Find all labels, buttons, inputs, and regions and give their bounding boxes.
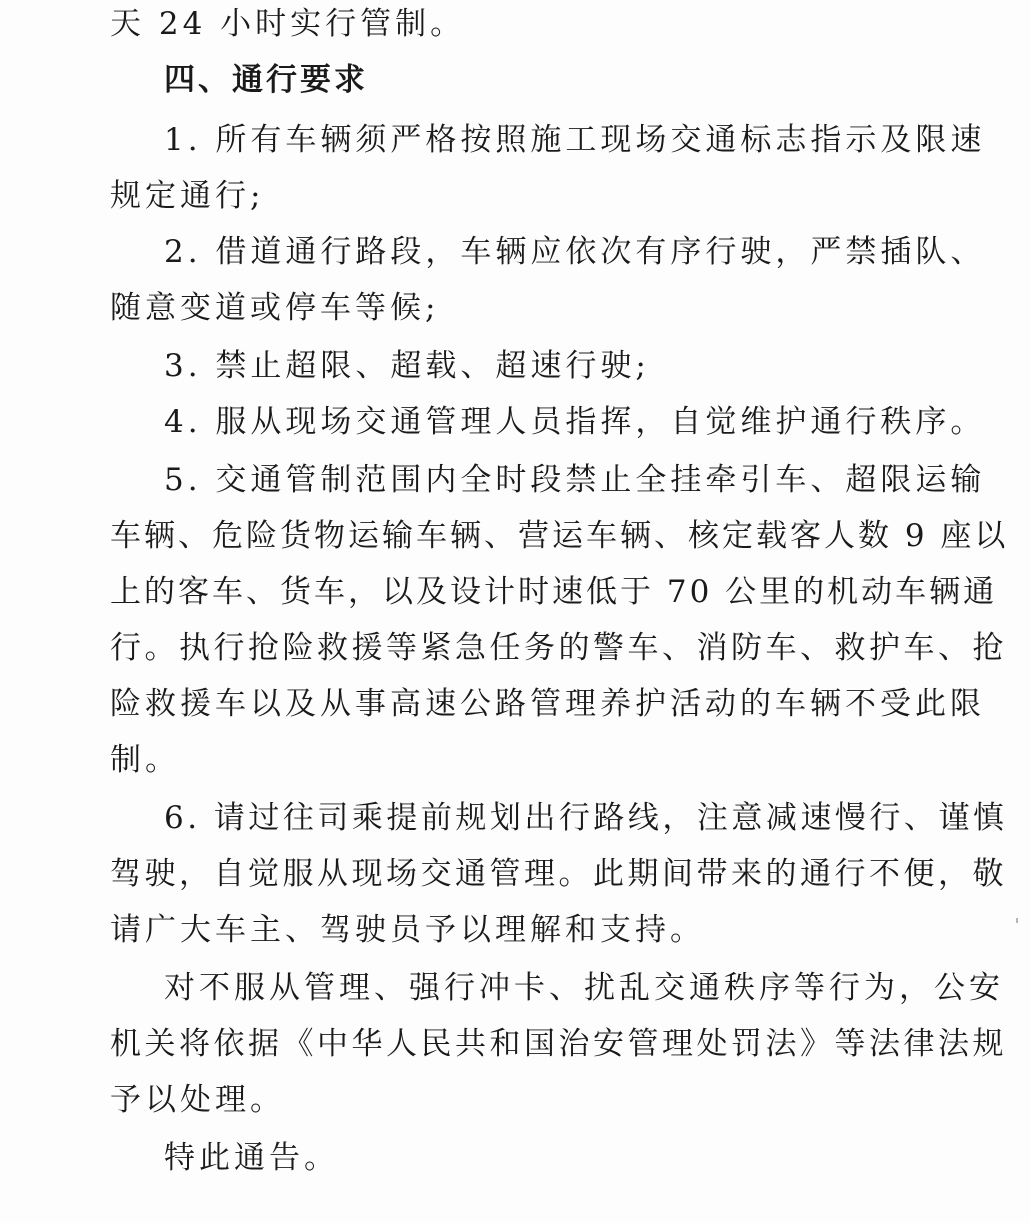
section-heading-traffic-requirements: 四、通行要求: [164, 62, 368, 98]
rule-5-line-1: 5. 交通管制范围内全时段禁止全挂牵引车、超限运输: [164, 462, 986, 498]
rule-6-line-3: 请广大车主、驾驶员予以理解和支持。: [110, 912, 705, 948]
rule-2-line-1: 2. 借道通行路段，车辆应依次有序行驶，严禁插队、: [164, 234, 986, 270]
rule-5-line-2: 车辆、危险货物运输车辆、营运车辆、核定载客人数 9 座以: [110, 518, 1009, 554]
rule-5-line-3: 上的客车、货车，以及设计时速低于 70 公里的机动车辆通: [110, 574, 998, 610]
penalty-line-2: 机关将依据《中华人民共和国治安管理处罚法》等法律法规: [110, 1026, 1007, 1062]
rule-2-line-2: 随意变道或停车等候;: [110, 290, 440, 326]
rule-5-line-6: 制。: [110, 742, 180, 778]
rule-5-line-4: 行。执行抢险救援等紧急任务的警车、消防车、救护车、抢: [110, 630, 1007, 666]
closing-notice: 特此通告。: [164, 1140, 339, 1176]
text-line-control-24h: 天 24 小时实行管制。: [110, 6, 466, 42]
scan-speck: [1016, 918, 1018, 923]
rule-3-line: 3. 禁止超限、超载、超速行驶;: [164, 348, 650, 384]
rule-1-line-1: 1. 所有车辆须严格按照施工现场交通标志指示及限速: [164, 122, 986, 158]
rule-4-line: 4. 服从现场交通管理人员指挥，自觉维护通行秩序。: [164, 404, 986, 440]
rule-6-line-1: 6. 请过往司乘提前规划出行路线，注意减速慢行、谨慎: [164, 800, 1008, 836]
rule-6-line-2: 驾驶，自觉服从现场交通管理。此期间带来的通行不便，敬: [110, 856, 1007, 892]
penalty-line-1: 对不服从管理、强行冲卡、扰乱交通秩序等行为，公安: [164, 970, 1004, 1006]
rule-5-line-5: 险救援车以及从事高速公路管理养护活动的车辆不受此限: [110, 686, 985, 722]
penalty-line-3: 予以处理。: [110, 1082, 285, 1118]
rule-1-line-2: 规定通行;: [110, 178, 265, 214]
